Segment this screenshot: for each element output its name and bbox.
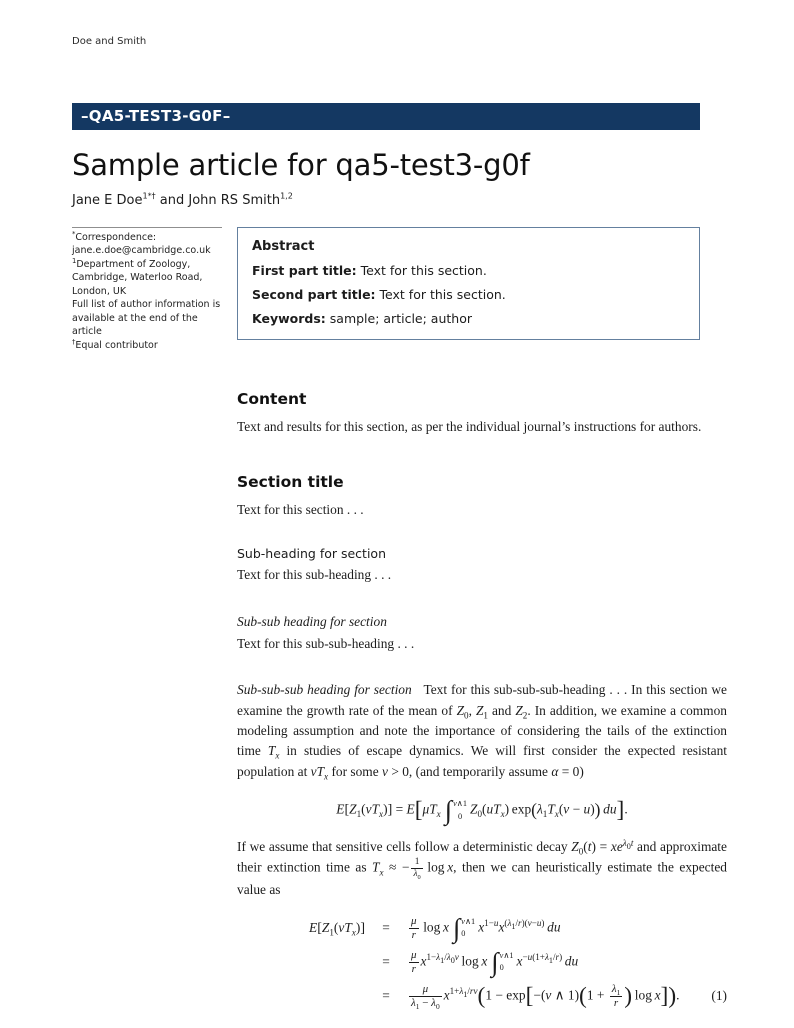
abstract-row-first-part (252, 263, 685, 278)
abstract-row-label: Second part title: (252, 287, 376, 302)
heading-sub: Sub-heading for section (237, 546, 386, 562)
content-paragraph: Text and results for this section, as per the individual journal’s instructions for authors. (237, 418, 702, 434)
journal-banner: –QA5-TEST3-G0F– (72, 103, 700, 130)
meta-row (72, 227, 727, 352)
equation-row (237, 946, 727, 977)
display-equation: $E[Z_1(vT_x)] = E[\mu T_x$ ∫ v∧1 0 $Z_0(uT_x) \exp(\lambda_1T_x(v - u))$ du]. (336, 795, 628, 826)
authors-line: Jane E Doe$^{1*\dagger}$ and John RS Smith$^{1,2}$ (72, 191, 293, 208)
article-title: Sample article for qa5-test3-g0f (72, 148, 530, 182)
article-body (237, 388, 727, 1009)
subsub-paragraph: Text for this sub-sub-heading . . . (237, 635, 415, 651)
subsubsub-paragraph: Sub-sub-sub heading for section Text for this sub-sub-sub-heading . . . In this section we examine the growth rate of the mean of $Z_0$, $Z_1$ and $Z_2$. In addition, we examine a common modeling assumption and note the importance of considering the tails of the extinction time $T_x$ in studies of escape dynamics. We will first consider the expected resistant population at $vT_x$ for some v > 0, (and temporarily assume α = 0) (237, 682, 727, 782)
abstract-heading: Abstract (252, 239, 315, 254)
equation-rhs: $\frac{\mu}{\lambda_1 - \lambda_0}$ $x^{1+\lambda_1/rv}(1 - \exp[-(v$ ∧ 1)(1 + $\frac{\lambda_1}{r}$ ) log x]). (411, 982, 680, 1011)
correspondence-block (72, 227, 224, 352)
equation-row (237, 983, 727, 1010)
abstract-box (237, 227, 700, 340)
abstract-row-second-part (252, 287, 685, 302)
equation-row (237, 912, 727, 943)
abstract-row-text: Text for this section. (360, 263, 487, 278)
sub-paragraph: Text for this sub-heading . . . (237, 567, 392, 583)
heading-subsub: Sub-sub heading for section (237, 613, 387, 629)
equation-relation: = (382, 987, 390, 1003)
abstract-row-text: Text for this section. (379, 287, 506, 302)
equation-rhs: $\frac{\mu}{r}$ $x^{1-\lambda_1/\lambda_0v}$ log x ∫ v∧1 0 $x^{-u(1+\lambda_1/r)}$ du (411, 946, 579, 977)
equation-lhs: $E[Z_1(vT_x)]$ (309, 919, 365, 938)
equation-relation: = (382, 954, 390, 970)
sidebar-divider (72, 227, 222, 228)
equation-number: (1) (711, 987, 727, 1003)
abstract-row-keywords (252, 311, 685, 326)
section-paragraph: Text for this section . . . (237, 501, 364, 517)
heading-section-title: Section title (237, 473, 344, 492)
equation-rhs: $\frac{\mu}{r}$ log x ∫ v∧1 0 $x^{1-u}x^{(\lambda_1/r)(v-u)}$ du (411, 912, 561, 943)
equation-relation: = (382, 920, 390, 936)
aligned-equations (237, 912, 727, 1011)
heading-content: Content (237, 390, 307, 409)
abstract-row-text: sample; article; author (329, 311, 472, 326)
abstract-row-label: Keywords: (252, 311, 326, 326)
running-head: Doe and Smith (72, 36, 147, 47)
abstract-row-label: First part title: (252, 263, 357, 278)
decay-paragraph: If we assume that sensitive cells follow a deterministic decay $Z_0(t) = xe^{\lambda_0t}$ and approximate their extinction time as $T_x$ ≈ − $\frac{1}{\lambda_0}$ log x, then we can heuristically estimate the expected value as (237, 837, 727, 898)
correspondence-text: *Correspondence: jane.e.doe@cambridge.co.uk $^1$Department of Zoology, Cambridge, Waterloo Road, London, UK Full list of author information is available at the end of the article †Equal contributor (72, 229, 221, 351)
